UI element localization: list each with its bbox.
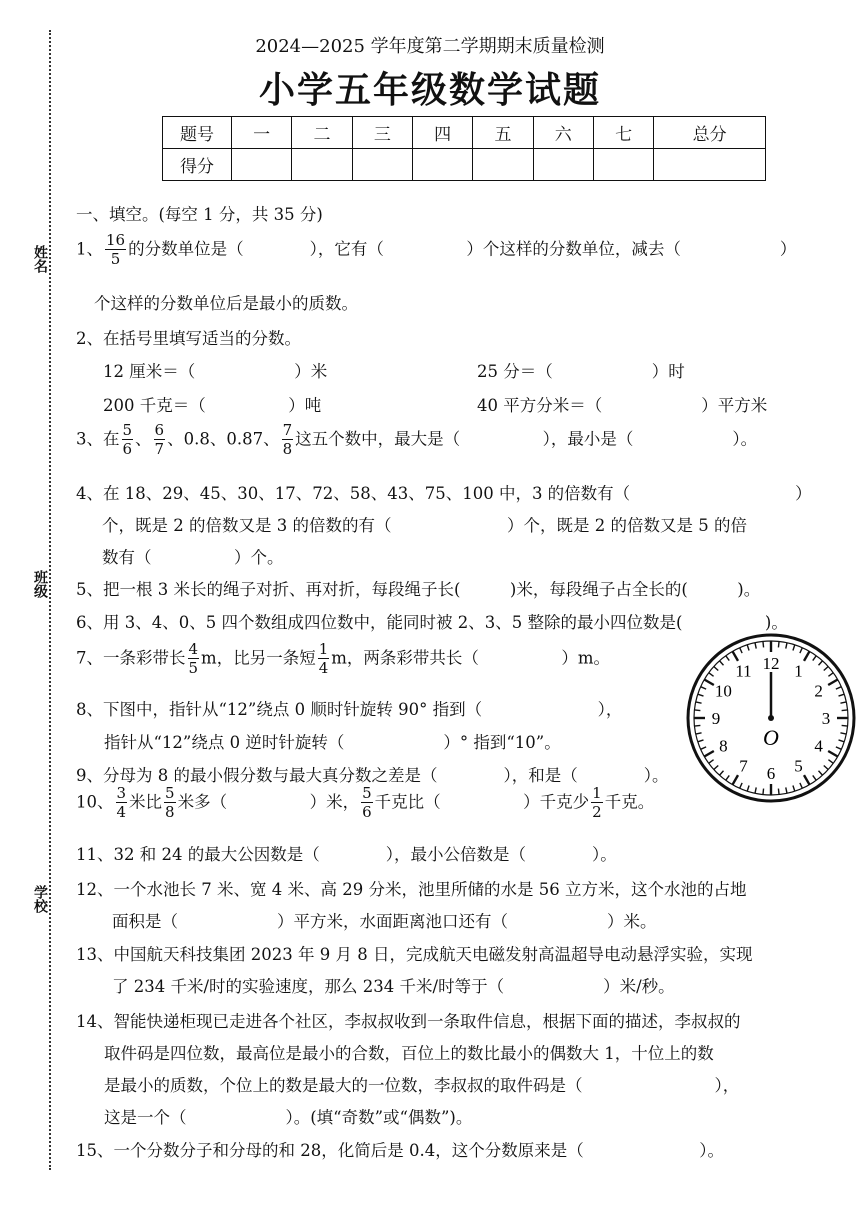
score-input-cell[interactable] xyxy=(412,149,472,181)
score-table xyxy=(162,116,766,181)
score-input-cell[interactable] xyxy=(232,149,292,181)
fraction xyxy=(188,642,200,676)
q1-text: 的分数单位是（ ），它有（ ）个这样的分数单位，减去（ ） xyxy=(128,239,797,259)
fraction xyxy=(122,423,134,457)
clock-center xyxy=(768,715,774,721)
q10-prefix: 10、 xyxy=(76,792,114,812)
score-cell: 得分 xyxy=(163,149,232,181)
binding-label-school: 学校 xyxy=(32,885,48,913)
question-3 xyxy=(76,423,757,457)
clock-tick xyxy=(694,710,700,711)
question-2a: 12 厘米＝（ ）米 xyxy=(103,362,328,381)
score-cell: 一 xyxy=(232,117,292,149)
question-10 xyxy=(76,786,654,820)
question-13: 13、中国航天科技集团 2023 年 9 月 8 日，完成航天电磁发射高温超导电动悬浮实验，实现 xyxy=(76,945,753,964)
clock-number: 5 xyxy=(794,756,803,776)
score-cell: 总分 xyxy=(654,117,766,149)
score-input-cell[interactable] xyxy=(292,149,352,181)
denominator: 4 xyxy=(318,659,329,677)
question-4: 4、在 18、29、45、30、17、72、58、43、75、100 中，3 的倍数有（ ） xyxy=(76,484,812,503)
numerator: 5 xyxy=(362,784,372,802)
denominator: 8 xyxy=(165,803,175,821)
fraction xyxy=(105,233,126,267)
question-1 xyxy=(76,233,796,267)
fraction xyxy=(116,786,128,820)
score-cell: 三 xyxy=(352,117,412,149)
denominator: 8 xyxy=(282,440,293,458)
clock-number: 2 xyxy=(814,681,823,701)
denominator: 4 xyxy=(116,803,127,821)
question-8-line2: 指针从“12”绕点 0 逆时针旋转（ ）° 指到“10”。 xyxy=(104,733,561,752)
q7-suffix: m，两条彩带共长（ ）m。 xyxy=(331,648,611,668)
clock-number: 11 xyxy=(735,661,752,681)
clock-tick xyxy=(763,789,764,795)
question-2d: 40 平方分米＝（ ）平方米 xyxy=(477,396,768,415)
question-14: 14、智能快递柜现已走进各个社区，李叔叔收到一条取件信息，根据下面的描述，李叔叔的 xyxy=(76,1012,741,1031)
clock-number: 4 xyxy=(814,736,823,756)
question-1-line2: 个这样的分数单位后是最小的质数。 xyxy=(94,294,358,313)
question-4-line3: 数有（ ）个。 xyxy=(102,548,284,567)
numerator: 1 xyxy=(318,640,329,658)
question-6: 6、用 3、4、0、5 四个数组成四位数中，能同时被 2、3、5 整除的最小四位数是( )。 xyxy=(76,613,788,632)
question-12: 12、一个水池长 7 米、宽 4 米、高 29 分米，池里所储的水是 56 立方米，这个水池的占地 xyxy=(76,880,747,899)
numerator: 16 xyxy=(106,231,126,249)
score-cell: 四 xyxy=(412,117,472,149)
score-input-cell[interactable] xyxy=(533,149,593,181)
score-cell: 五 xyxy=(473,117,533,149)
question-7 xyxy=(76,642,610,676)
score-table-score-row xyxy=(163,149,766,181)
fraction xyxy=(282,423,294,457)
score-input-cell[interactable] xyxy=(654,149,766,181)
clock-number: 7 xyxy=(739,756,748,776)
denominator: 5 xyxy=(188,659,199,677)
clock-tick xyxy=(694,725,700,726)
q3-sep: 、 xyxy=(135,429,152,449)
clock-number: 10 xyxy=(714,681,732,701)
q10-b: 米多（ ）米， xyxy=(177,792,360,812)
numerator: 3 xyxy=(116,784,127,802)
denominator: 6 xyxy=(122,440,133,458)
score-input-cell[interactable] xyxy=(352,149,412,181)
q10-c: 千克比（ ）千克少 xyxy=(374,792,590,812)
clock-tick xyxy=(842,710,848,711)
score-table-header-row xyxy=(163,117,766,149)
binding-label-name: 姓名 xyxy=(32,245,48,273)
denominator: 5 xyxy=(110,250,121,268)
question-4-line2: 个，既是 2 的倍数又是 3 的倍数的有（ ）个，既是 2 的倍数又是 5 的倍 xyxy=(102,516,747,535)
fraction xyxy=(591,786,603,820)
fraction xyxy=(164,786,176,820)
clock-number: 3 xyxy=(821,709,831,728)
clock-number: 1 xyxy=(794,661,803,681)
fraction xyxy=(318,642,330,676)
denominator: 7 xyxy=(154,440,165,458)
numerator: 5 xyxy=(122,421,133,439)
fraction xyxy=(154,423,166,457)
score-input-cell[interactable] xyxy=(593,149,653,181)
question-5: 5、把一根 3 米长的绳子对折、再对折，每段绳子长( )米，每段绳子占全长的( )。 xyxy=(76,580,761,599)
numerator: 7 xyxy=(282,421,293,439)
numerator: 1 xyxy=(592,784,602,802)
score-cell: 六 xyxy=(533,117,593,149)
question-11: 11、32 和 24 的最大公因数是（ ），最小公倍数是（ ）。 xyxy=(76,845,617,864)
question-13-line2: 了 234 千米/时的实验速度，那么 234 千米/时等于（ ）米/秒。 xyxy=(112,977,675,996)
q3-mid: 、0.8、0.87、 xyxy=(167,429,280,449)
question-12-line2: 面积是（ ）平方米，水面距离池口还有（ ）米。 xyxy=(112,912,657,931)
exam-subtitle: 2024—2025 学年度第二学期期末质量检测 xyxy=(255,36,605,57)
question-14-line2: 取件码是四位数，最高位是最小的合数，百位上的数比最小的偶数大 1，十位上的数 xyxy=(104,1044,714,1063)
clock-tick xyxy=(763,641,764,647)
q7-prefix: 7、一条彩带长 xyxy=(76,648,186,668)
numerator: 6 xyxy=(154,421,165,439)
clock-tick xyxy=(778,789,779,795)
denominator: 2 xyxy=(592,803,602,821)
question-14-line4: 这是一个（ ）。(填“奇数”或“偶数”)。 xyxy=(104,1108,473,1127)
question-2b: 25 分＝（ ）时 xyxy=(477,362,685,381)
clock-tick xyxy=(842,725,848,726)
q3-prefix: 3、在 xyxy=(76,429,120,449)
score-cell: 题号 xyxy=(163,117,232,149)
numerator: 5 xyxy=(165,784,175,802)
score-input-cell[interactable] xyxy=(473,149,533,181)
clock-number: 12 xyxy=(762,654,780,673)
numerator: 4 xyxy=(188,640,199,658)
question-8: 8、下图中，指针从“12”绕点 0 顺时针旋转 90° 指到（ ）， xyxy=(76,700,623,719)
fraction xyxy=(361,786,373,820)
question-2c: 200 千克＝（ ）吨 xyxy=(103,396,322,415)
question-14-line3: 是最小的质数，个位上的数是最大的一位数，李叔叔的取件码是（ ）， xyxy=(104,1076,740,1095)
section-heading: 一、填空。(每空 1 分，共 35 分) xyxy=(76,205,323,224)
exam-title: 小学五年级数学试题 xyxy=(258,70,601,111)
binding-line xyxy=(49,30,51,1170)
denominator: 6 xyxy=(362,803,372,821)
binding-label-class: 班级 xyxy=(32,570,48,598)
question-15: 15、一个分数分子和分母的和 28，化简后是 0.4，这个分数原来是（ ）。 xyxy=(76,1141,724,1160)
q3-suffix: 这五个数中，最大是（ ），最小是（ ）。 xyxy=(295,429,758,449)
question-2: 2、在括号里填写适当的分数。 xyxy=(76,329,301,348)
clock-number: 8 xyxy=(719,736,728,756)
q10-d: 千克。 xyxy=(604,792,655,812)
q10-a: 米比 xyxy=(129,792,163,812)
score-cell: 二 xyxy=(292,117,352,149)
clock-diagram xyxy=(685,632,857,804)
question-9: 9、分母为 8 的最小假分数与最大真分数之差是（ ），和是（ ）。 xyxy=(76,766,669,785)
clock-number: 6 xyxy=(766,764,776,783)
clock-tick xyxy=(778,641,779,647)
q1-prefix: 1、 xyxy=(76,239,103,259)
clock-number: 9 xyxy=(711,709,721,728)
clock-center-label: O xyxy=(763,725,779,750)
score-cell: 七 xyxy=(593,117,653,149)
q7-mid: m，比另一条短 xyxy=(201,648,316,668)
